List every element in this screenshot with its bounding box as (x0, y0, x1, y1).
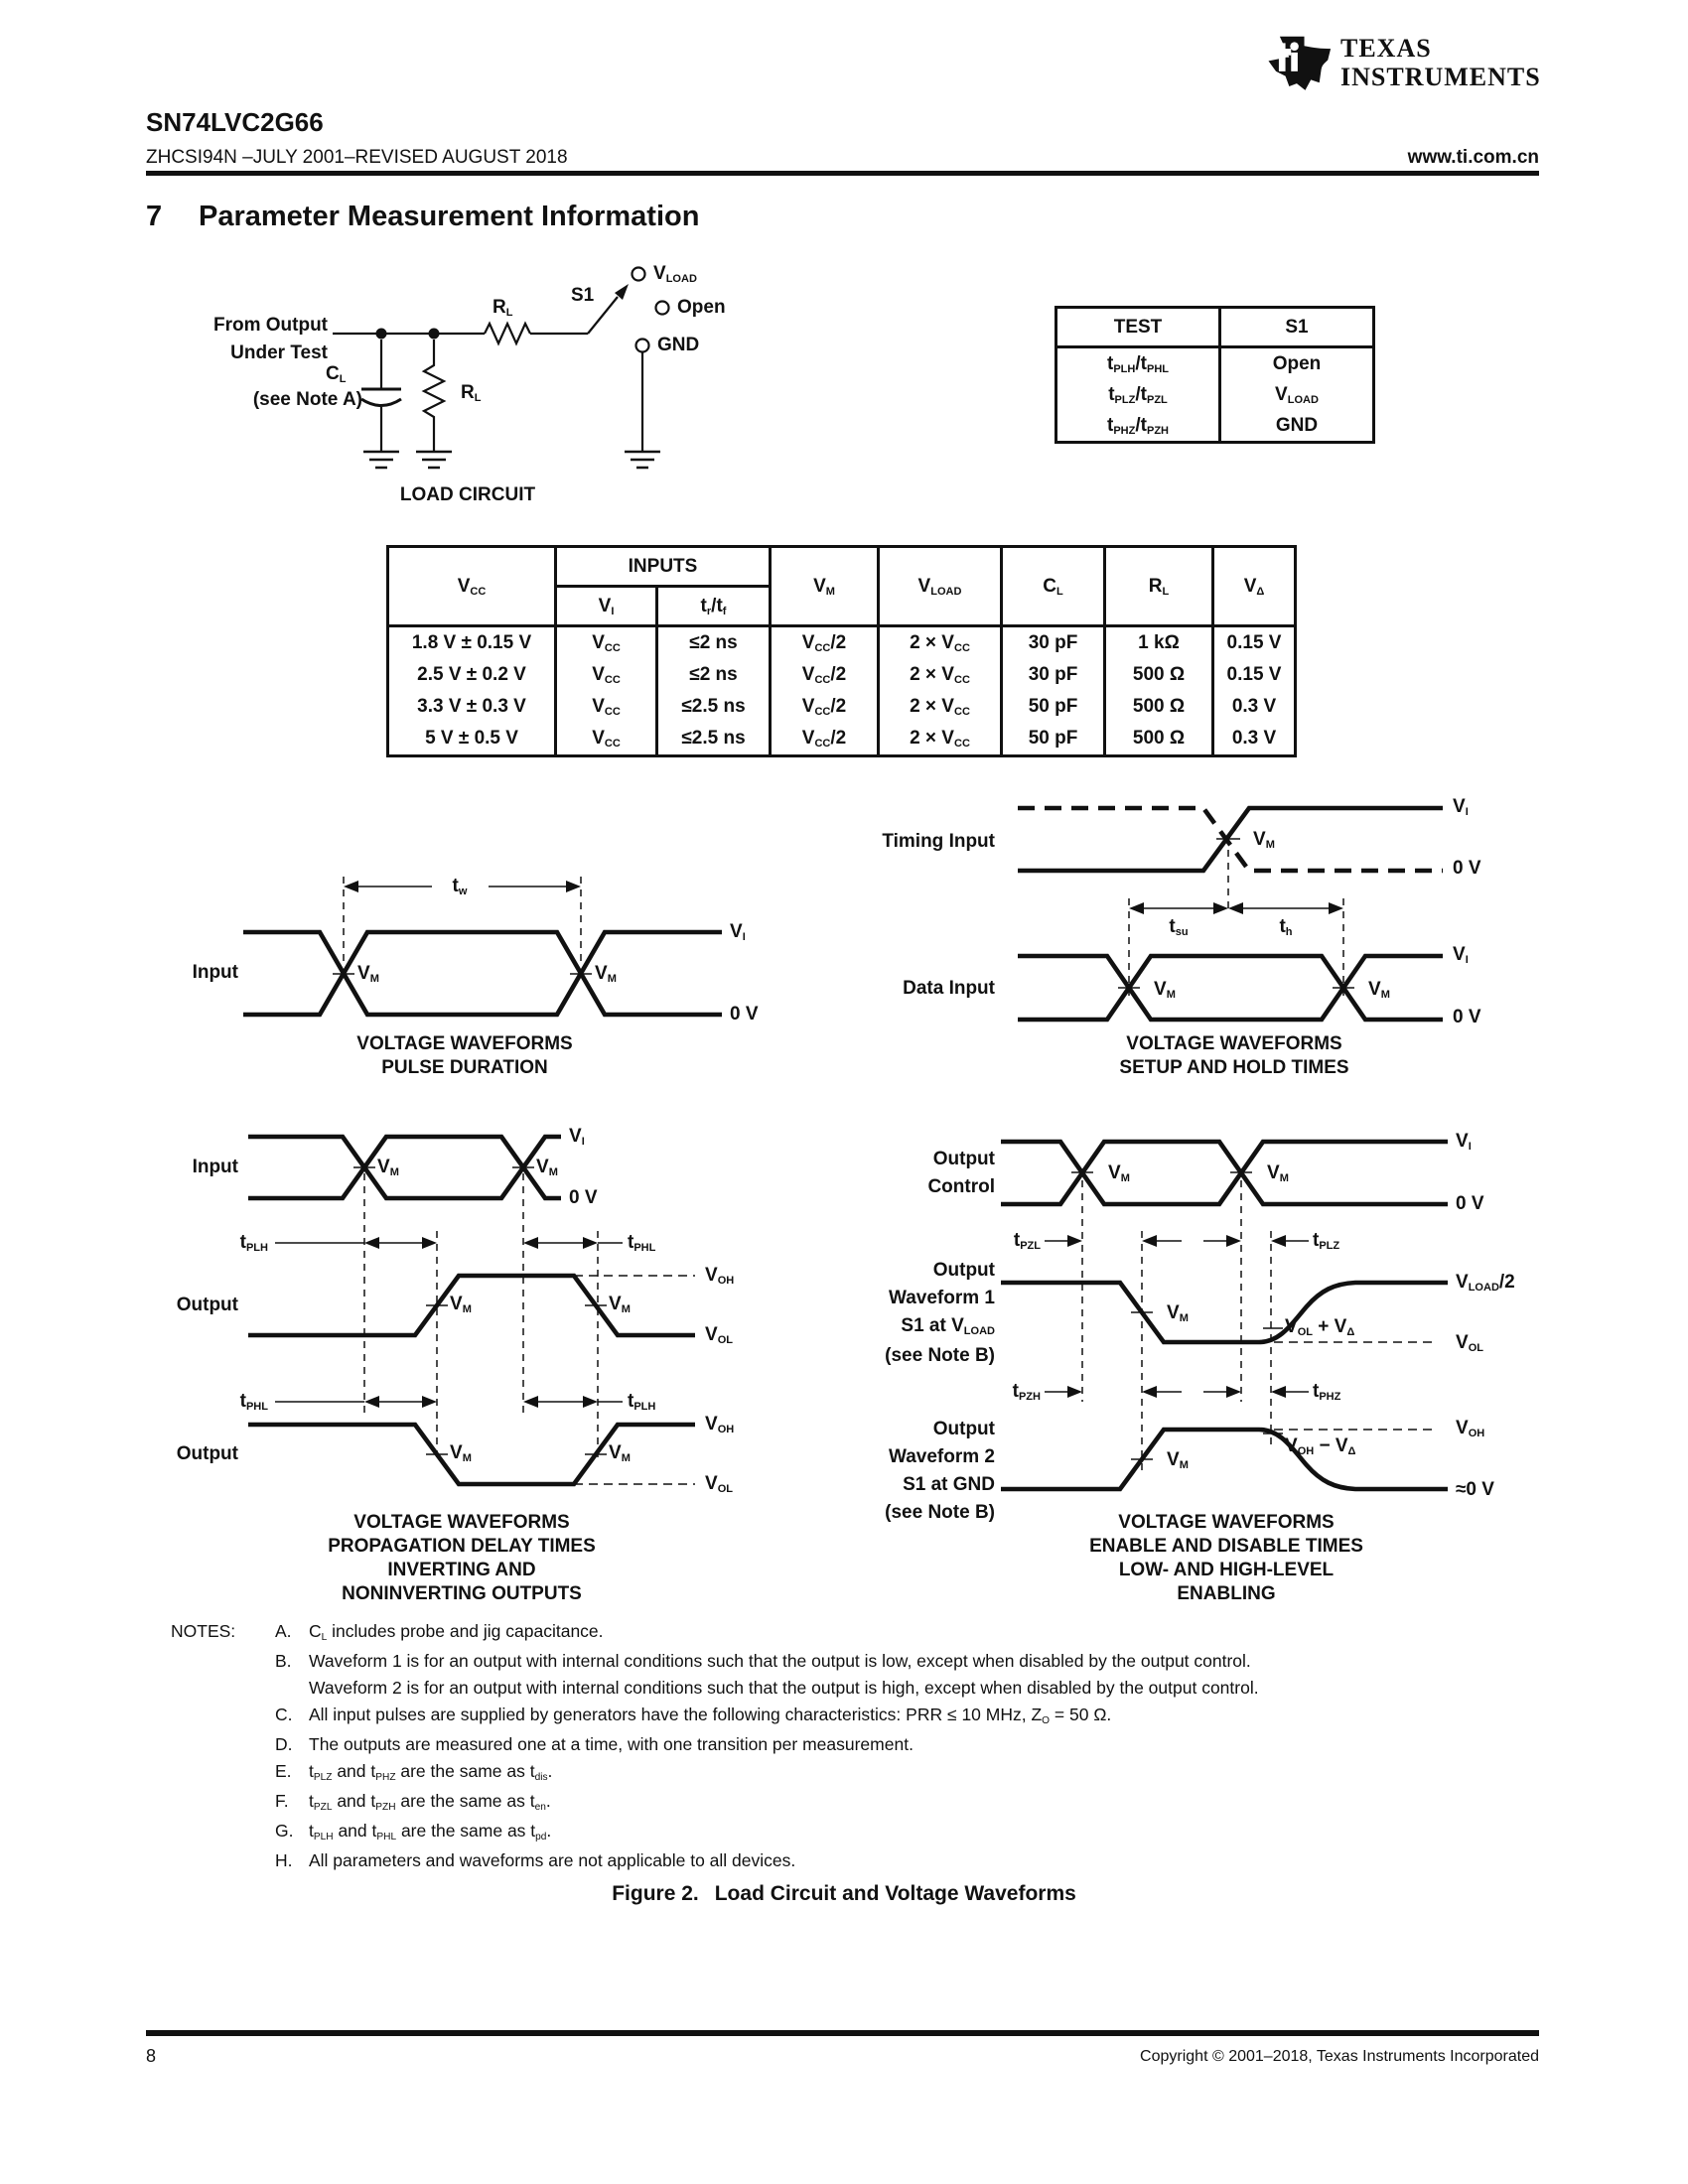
trtf-column-header: tr/tf (657, 587, 771, 626)
caption-line: VOLTAGE WAVEFORMS (353, 1512, 570, 1533)
table-row (388, 626, 1296, 660)
note-letter: H. (275, 1850, 293, 1870)
w3-voh-level-label: VOH (705, 1265, 735, 1288)
cell: 3.3 V ± 0.3 V (388, 691, 556, 723)
w4-vm-label: VM (1167, 1302, 1189, 1325)
note-item (275, 1818, 1539, 1847)
w3-output2-label: Output (176, 1443, 238, 1464)
table-row (388, 659, 1296, 691)
w4-voh-level-label: VOH (1456, 1418, 1485, 1440)
inputs-group-header: INPUTS (556, 547, 771, 587)
see-note-a-label: (see Note A) (252, 389, 362, 410)
w2-0v-level-label: 0 V (1453, 858, 1481, 879)
figure-caption (0, 1882, 1688, 1906)
w3-0v-level-label: 0 V (569, 1187, 598, 1208)
note-text: All parameters and waveforms are not applicable to all devices. (309, 1850, 796, 1870)
w4-tplz-label: tPLZ (1313, 1230, 1340, 1253)
rl-shunt-label: RL (461, 382, 482, 405)
cl-label: CL (326, 363, 347, 386)
note-letter: E. (275, 1761, 292, 1781)
cell: 0.15 V (1213, 659, 1296, 691)
w1-vi-level-label: VI (730, 921, 746, 944)
w2-timing-input-label: Timing Input (882, 831, 995, 852)
note-item (275, 1702, 1539, 1731)
copyright-text: Copyright © 2001–2018, Texas Instruments Incorporated (1140, 2048, 1539, 2065)
cell: 1 kΩ (1105, 626, 1213, 660)
w2-th-label: th (1279, 916, 1293, 939)
w2-vi-level-label: VI (1453, 944, 1469, 967)
doc-revision-line: ZHCSI94N –JULY 2001–REVISED AUGUST 2018 (146, 147, 568, 168)
table-header-row (1056, 308, 1374, 347)
w3-tphl-label: tPHL (628, 1232, 656, 1255)
note-text: The outputs are measured one at a time, with one transition per measurement. (309, 1734, 914, 1754)
w4-output-control-label: Output Control (927, 1149, 995, 1197)
cell: 2 × VCC (879, 723, 1002, 756)
caption-line: VOLTAGE WAVEFORMS (1118, 1512, 1335, 1533)
cell: ≤2.5 ns (657, 723, 771, 756)
w3-input-label: Input (192, 1157, 238, 1177)
note-letter: A. (275, 1621, 292, 1641)
note-item (275, 1648, 1539, 1702)
w4-tpzh-label: tPZH (1012, 1381, 1041, 1404)
w2-data-input-label: Data Input (903, 978, 995, 999)
w4-output-waveform1-label: Output Waveform 1 S1 at VLOAD (see Note B) (885, 1260, 995, 1366)
w3-vm-label: VM (377, 1157, 399, 1179)
note-item (275, 1618, 1539, 1648)
w4-vm-label: VM (1267, 1162, 1289, 1185)
cell: 50 pF (1002, 723, 1105, 756)
note-text: tPZL and tPZH are the same as ten. (309, 1791, 551, 1813)
cell: ≤2 ns (657, 659, 771, 691)
w3-tphl-label: tPHL (239, 1391, 268, 1414)
w4-vm-label: VM (1167, 1449, 1189, 1472)
s1-cell: Open (1220, 347, 1374, 380)
gnd-terminal-label: GND (657, 335, 700, 355)
s1-cell: GND (1220, 410, 1374, 443)
caption-line: PROPAGATION DELAY TIMES (328, 1536, 596, 1557)
cell: 500 Ω (1105, 691, 1213, 723)
w1-caption (316, 1032, 614, 1080)
vi-column-header: VI (556, 587, 657, 626)
w3-vm-label: VM (450, 1442, 472, 1465)
brand-texas: TEXAS (1340, 34, 1432, 63)
brand-instruments: INSTRUMENTS (1340, 63, 1541, 91)
w4-vol-plus-vdelta-label: VOL + VΔ (1285, 1316, 1355, 1339)
notes-block (171, 1618, 1539, 1874)
w4-voh-minus-vdelta-label: VOH − VΔ (1285, 1435, 1356, 1458)
w4-0v-level-label: 0 V (1456, 1193, 1484, 1214)
caption-line: LOW- AND HIGH-LEVEL ENABLING (1118, 1560, 1335, 1604)
w2-caption (1085, 1032, 1383, 1080)
w3-output1-label: Output (176, 1295, 238, 1315)
note-item (275, 1731, 1539, 1758)
w3-tplh-label: tPLH (628, 1391, 656, 1414)
w2-tsu-label: tsu (1169, 916, 1189, 939)
cell: 0.3 V (1213, 691, 1296, 723)
section-number: 7 (146, 201, 163, 232)
section-title: Parameter Measurement Information (199, 201, 700, 232)
open-terminal-label: Open (677, 297, 726, 318)
w4-vol-level-label: VOL (1456, 1332, 1483, 1355)
ti-website-link[interactable]: www.ti.com.cn (1407, 147, 1539, 168)
caption-line: INVERTING AND NONINVERTING OUTPUTS (342, 1560, 582, 1604)
w4-vi-level-label: VI (1456, 1131, 1472, 1154)
vdelta-column-header: VΔ (1213, 547, 1296, 626)
caption-line: ENABLE AND DISABLE TIMES (1089, 1536, 1363, 1557)
table-row (1056, 379, 1374, 410)
note-item (275, 1758, 1539, 1788)
cell: 2 × VCC (879, 626, 1002, 660)
w2-0v-level-label: 0 V (1453, 1007, 1481, 1027)
cell: 50 pF (1002, 691, 1105, 723)
test-cell: tPLH/tPHL (1056, 347, 1220, 380)
note-letter: D. (275, 1734, 293, 1754)
cell: 0.15 V (1213, 626, 1296, 660)
w1-vm-label: VM (357, 963, 379, 986)
w2-vi-level-label: VI (1453, 796, 1469, 819)
cell: VCC/2 (771, 691, 879, 723)
cell: 5 V ± 0.5 V (388, 723, 556, 756)
cell: 30 pF (1002, 626, 1105, 660)
w3-vi-level-label: VI (569, 1126, 585, 1149)
test-column-header: TEST (1056, 308, 1220, 347)
cell: ≤2 ns (657, 626, 771, 660)
footer-rule (146, 2030, 1539, 2036)
note-letter: C. (275, 1705, 293, 1724)
s1-switch-label: S1 (571, 285, 595, 306)
note-text: All input pulses are supplied by generators have the following characteristics: PRR ≤ 10 MHz, ZO = 50 Ω. (309, 1705, 1112, 1726)
s1-column-header: S1 (1220, 308, 1374, 347)
w3-tplh-label: tPLH (239, 1232, 268, 1255)
w3-vol-level-label: VOL (705, 1473, 733, 1496)
vm-column-header: VM (771, 547, 879, 626)
w3-caption (313, 1511, 611, 1606)
cell: 2.5 V ± 0.2 V (388, 659, 556, 691)
cell: VCC/2 (771, 723, 879, 756)
vload-terminal-label: VLOAD (653, 263, 697, 286)
cell: VCC (556, 691, 657, 723)
w2-vm-label: VM (1253, 829, 1275, 852)
parameter-table (386, 545, 1297, 757)
w4-tpzl-label: tPZL (1013, 1230, 1041, 1253)
cell: VCC/2 (771, 626, 879, 660)
notes-heading: NOTES: (171, 1621, 236, 1641)
w4-approx-0v-level-label: ≈0 V (1456, 1479, 1494, 1500)
cl-column-header: CL (1002, 547, 1105, 626)
caption-line: VOLTAGE WAVEFORMS (1126, 1033, 1342, 1054)
note-letter: F. (275, 1791, 289, 1811)
cell: VCC (556, 626, 657, 660)
w1-tw-label: tw (452, 876, 468, 898)
rl-series-label: RL (492, 297, 513, 320)
cell: 2 × VCC (879, 659, 1002, 691)
w2-vm-label: VM (1154, 979, 1176, 1002)
note-letter: G. (275, 1821, 294, 1841)
w1-vm-label: VM (595, 963, 617, 986)
w3-vm-label: VM (609, 1442, 631, 1465)
cell: VCC/2 (771, 659, 879, 691)
note-text: CL includes probe and jig capacitance. (309, 1621, 604, 1643)
w4-vload2-level-label: VLOAD/2 (1456, 1272, 1515, 1295)
vload-column-header: VLOAD (879, 547, 1002, 626)
w4-output-waveform2-label: Output Waveform 2 S1 at GND (see Note B) (885, 1419, 995, 1523)
w1-0v-level-label: 0 V (730, 1004, 759, 1024)
test-cell: tPHZ/tPZH (1056, 410, 1220, 443)
w3-vm-label: VM (450, 1294, 472, 1316)
note-item (275, 1847, 1539, 1874)
cell: VCC (556, 659, 657, 691)
cell: VCC (556, 723, 657, 756)
cell: 0.3 V (1213, 723, 1296, 756)
load-circuit-caption: LOAD CIRCUIT (399, 484, 536, 505)
from-output-under-test-label: From Output Under Test (212, 315, 328, 363)
cell: ≤2.5 ns (657, 691, 771, 723)
w2-vm-label: VM (1368, 979, 1390, 1002)
figure-number: Figure 2. (612, 1882, 699, 1905)
cell: 1.8 V ± 0.15 V (388, 626, 556, 660)
w3-vm-label: VM (536, 1157, 558, 1179)
vcc-column-header: VCC (388, 547, 556, 626)
cell: 30 pF (1002, 659, 1105, 691)
note-text: tPLH and tPHL are the same as tpd. (309, 1821, 552, 1843)
note-letter: B. (275, 1651, 292, 1671)
table-row (1056, 347, 1374, 380)
cell: 500 Ω (1105, 659, 1213, 691)
w4-enable-disable-drawing (1001, 1142, 1448, 1489)
w1-input-label: Input (192, 962, 238, 983)
cell: 2 × VCC (879, 691, 1002, 723)
page-number: 8 (146, 2046, 157, 2066)
table-row (388, 691, 1296, 723)
caption-line: SETUP AND HOLD TIMES (1119, 1057, 1349, 1078)
note-text: Waveform 1 is for an output with internal conditions such that the output is low, except when disabled by the output control. Waveform 2 is for an output with internal conditions such that the output is high, except when disabled by the output control. (309, 1651, 1259, 1698)
w3-voh-level-label: VOH (705, 1414, 735, 1436)
caption-line: PULSE DURATION (381, 1057, 548, 1078)
w4-vm-label: VM (1108, 1162, 1130, 1185)
figure-title: Load Circuit and Voltage Waveforms (714, 1882, 1076, 1905)
part-number: SN74LVC2G66 (146, 107, 324, 137)
caption-line: VOLTAGE WAVEFORMS (356, 1033, 573, 1054)
w4-tphz-label: tPHZ (1313, 1381, 1341, 1404)
w3-vol-level-label: VOL (705, 1324, 733, 1347)
note-text: tPLZ and tPHZ are the same as tdis. (309, 1761, 553, 1783)
notes-list (275, 1618, 1539, 1874)
note-item (275, 1788, 1539, 1818)
cell: 500 Ω (1105, 723, 1213, 756)
table-row (1056, 410, 1374, 443)
table-header-row (388, 547, 1296, 587)
s1-test-table (1055, 306, 1375, 444)
test-cell: tPLZ/tPZL (1056, 379, 1220, 410)
table-row (388, 723, 1296, 756)
rl-column-header: RL (1105, 547, 1213, 626)
w4-caption (1077, 1511, 1375, 1606)
s1-cell: VLOAD (1220, 379, 1374, 410)
w3-vm-label: VM (609, 1294, 631, 1316)
